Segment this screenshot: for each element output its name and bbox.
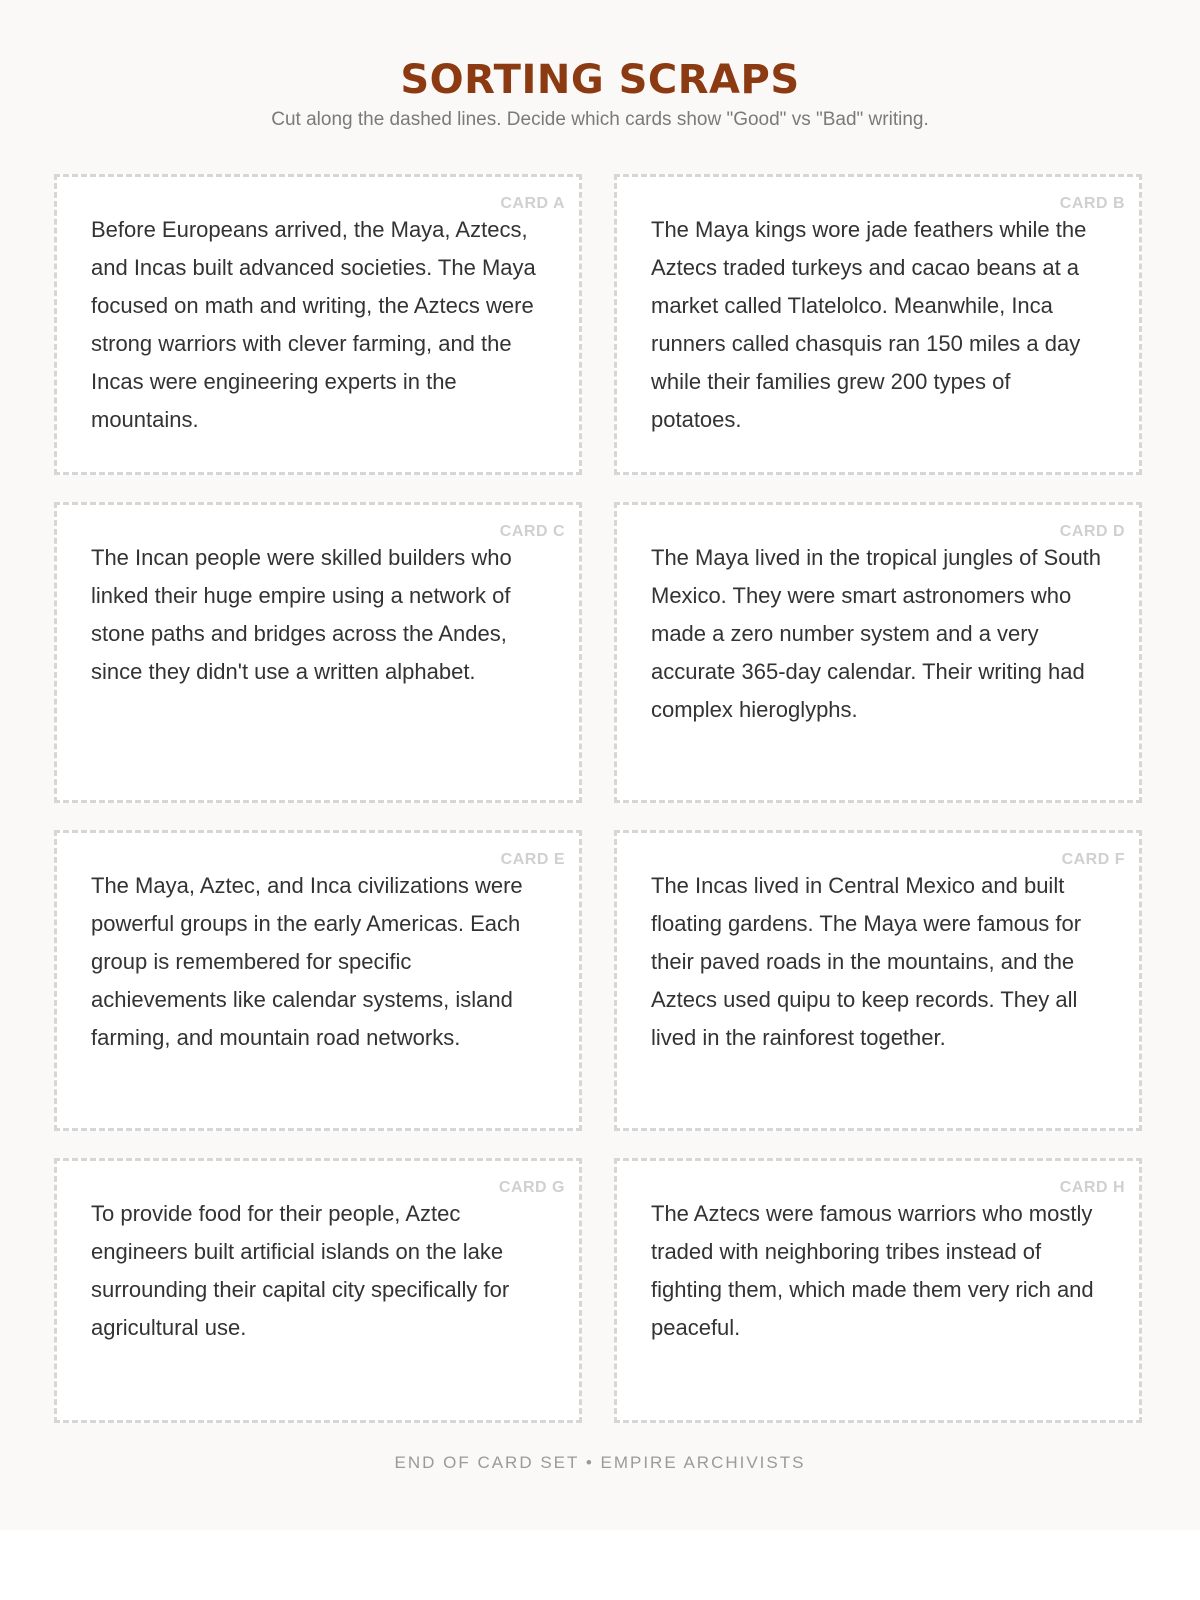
card-label: CARD C — [499, 523, 565, 540]
card-text: The Aztecs were famous warriors who mostly traded with neighboring tribes instead of fighting them, which made them very rich and peaceful. — [651, 1201, 1094, 1340]
card-h — [614, 1158, 1142, 1423]
card-e — [54, 830, 582, 1131]
card-label: CARD F — [1061, 851, 1125, 868]
card-text: The Maya kings wore jade feathers while the Aztecs traded turkeys and cacao beans at a market called Tlatelolco. Meanwhile, Inca runners called chasquis ran 150 miles a day while their families grew 200 types of potatoes. — [651, 217, 1087, 432]
card-label: CARD H — [1059, 1179, 1125, 1196]
page-subtitle: Cut along the dashed lines. Decide which cards show "Good" vs "Bad" writing. — [271, 109, 929, 130]
card-text: To provide food for their people, Aztec engineers built artificial islands on the lake surrounding their capital city specifically for agricultural use. — [91, 1201, 510, 1340]
card-text: The Incas lived in Central Mexico and built floating gardens. The Maya were famous for their paved roads in the mountains, and the Aztecs used quipu to keep records. They all lived in the rainforest together. — [651, 873, 1082, 1050]
page-title: SORTING SCRAPS — [400, 57, 800, 103]
card-a — [54, 174, 582, 475]
card-text: Before Europeans arrived, the Maya, Aztecs, and Incas built advanced societies. The Maya focused on math and writing, the Aztecs were strong warriors with clever farming, and the Incas were engineering experts in the mountains. — [91, 217, 536, 432]
card-label: CARD B — [1059, 195, 1125, 212]
card-label: CARD E — [500, 851, 565, 868]
card-b — [614, 174, 1142, 475]
card-c — [54, 502, 582, 803]
card-text: The Incan people were skilled builders who linked their huge empire using a network of stone paths and bridges across the Andes, since they didn't use a written alphabet. — [91, 545, 512, 684]
footer-credit: END OF CARD SET • EMPIRE ARCHIVISTS — [394, 1453, 806, 1472]
card-g — [54, 1158, 582, 1423]
card-f — [614, 830, 1142, 1131]
card-d — [614, 502, 1142, 803]
card-label: CARD A — [500, 195, 565, 212]
card-text: The Maya, Aztec, and Inca civilizations were powerful groups in the early Americas. Each group is remembered for specific achievements like calendar systems, island farming, and mountain road networks. — [91, 873, 523, 1050]
card-text: The Maya lived in the tropical jungles of South Mexico. They were smart astronomers who made a zero number system and a very accurate 365-day calendar. Their writing had complex hieroglyphs. — [651, 545, 1102, 722]
card-label: CARD G — [498, 1179, 565, 1196]
card-label: CARD D — [1059, 523, 1125, 540]
